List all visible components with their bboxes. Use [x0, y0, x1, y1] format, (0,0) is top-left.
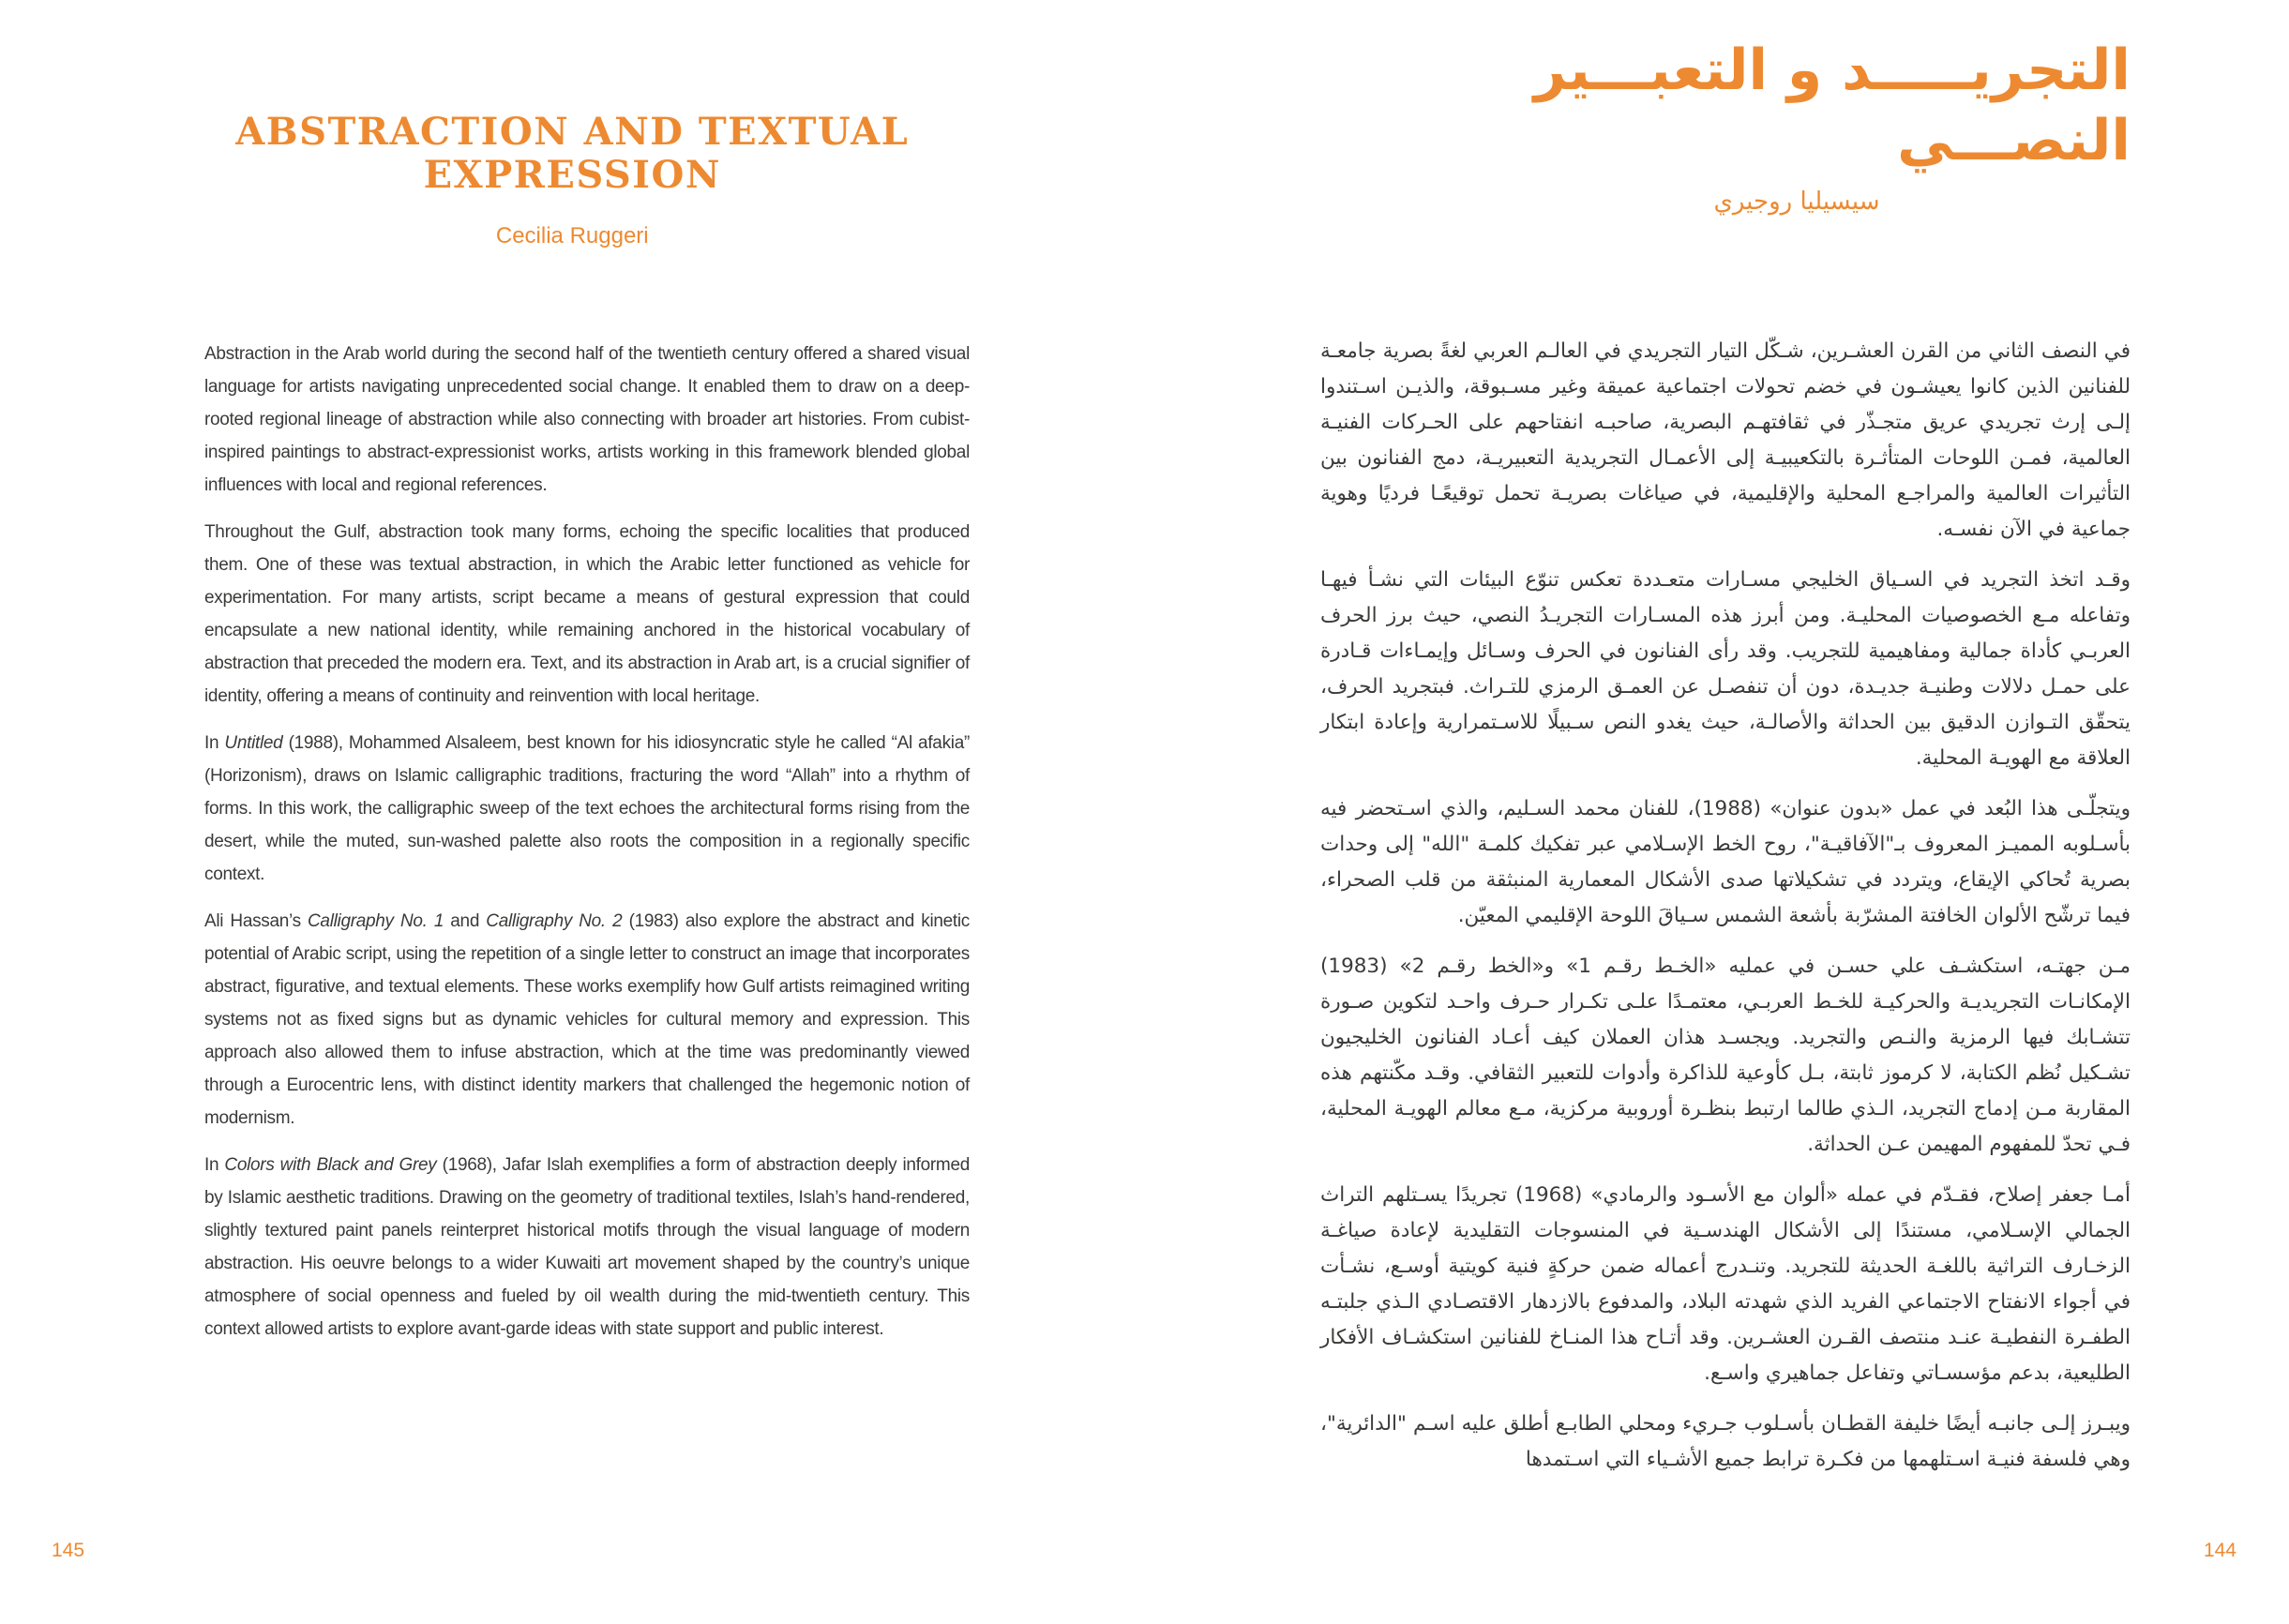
- page-number-left: 145: [52, 1540, 85, 1561]
- arabic-body: [1320, 334, 2131, 1493]
- page-title-english: ABSTRACTION AND TEXTUAL EXPRESSION: [235, 110, 910, 197]
- paragraph: [1320, 949, 2131, 1163]
- author-name-arabic: سيسيليا روجيري: [1713, 188, 1880, 216]
- paragraph: [1320, 1178, 2131, 1391]
- paragraph: [204, 905, 970, 1135]
- paragraph: [1320, 791, 2131, 934]
- text-run: Throughout the Gulf, abstraction took many forms, echoing the specific localities that produced them. One of these was textual abstraction, in which the Arabic letter functioned as vehicle for experimentation. For many artists, script became a means of gestural expression that could encapsulate a new national identity, while remaining anchored in the historical vocabulary of abstraction that preceded the modern era. Text, and its abstraction in Arab art, is a crucial signifier of identity, offering a means of continuity and reinvention with local heritage.: [204, 522, 970, 706]
- text-run: في النصف الثاني من القرن العشـرين، شـكّل التيار التجريدي في العالـم العربي لغةً بصرية جامعـة للفنانين الذين كانوا يعيشـون في خضم تحولات اجتماعية عميقة وغير مسـبوقة، والذيـن اسـتندوا إلـى إرث تجريدي عريق متجـذّر في ثقافتهـم البصرية، صاحبـه انفتاحهم على الحـركات الفنيـة العالمية، فمـن اللوحات المتأثـرة بالتكعيبيـة إلى الأعمـال التجريدية التعبيريـة، دمج الفنانون بين التأثيرات العالمية والمراجـع المحلية والإقليمية، في صياغات بصريـة تحمل توقيعًـا فرديًا وهوية جماعية في الآن نفسـه.: [1320, 339, 2131, 541]
- paragraph: [204, 338, 970, 502]
- arabic-title-block: [1463, 36, 2131, 216]
- text-run: and: [444, 911, 487, 931]
- paragraph: [204, 516, 970, 713]
- text-run: مـن جهتـه، استكشـف علي حسـن في عمليه «الخـط رقـم 1» و«الخط رقـم 2» (1983) الإمكانـات التجريديـة والحركيـة للخـط العربـي، معتمـدًا علـى تكـرار حـرف واحـد لتكوين صـورة تتشـابك فيها الرمزية والنـص والتجريد. ويجسـد هذان العملان كيف أعـاد الفنانون الخليجيون تشـكيل نُظم الكتابة، لا كرموز ثابتة، بـل كأوعية للذاكرة وأدوات للتعبير الثقافي. وقـد مكّنتهم هذه المقاربة مـن إدماج التجريد، الـذي طالما ارتبط بنظـرة أوروبية مركزية، مـع معالم الهويـة المحلية، فـي تحدّ للمفهوم المهيمن عـن الحداثة.: [1320, 955, 2131, 1156]
- text-run: Ali Hassan’s: [204, 911, 309, 931]
- paragraph: [1320, 1406, 2131, 1478]
- artwork-title-italic: Untitled: [224, 733, 283, 753]
- english-body: [204, 338, 970, 1360]
- paragraph: [1320, 334, 2131, 548]
- paragraph: [1320, 563, 2131, 776]
- artwork-title-italic: Calligraphy No. 2: [486, 911, 623, 931]
- paragraph: [204, 1149, 970, 1346]
- artwork-title-italic: Calligraphy No. 1: [308, 911, 444, 931]
- text-run: وقـد اتخذ التجريد في السـياق الخليجي مسـارات متعـددة تعكس تنوّع البيئات التي نشـأ فيهـا وتفاعله مـع الخصوصيات المحليـة. ومن أبرز هذه المسـارات التجريـدُ النصي، حيث برز الحرف العربـي كأداة جمالية ومفاهيمية للتجريب. وقد رأى الفنانون في الحرف وسـائل وإيمـاءات قـادرة على حمـل دلالات وطنيـة جديـدة، دون أن تنفصـل عن العمـق الرمزي للتـراث. فبتجريد الحرف، يتحقّق التـوازن الدقيق بين الحداثة والأصالـة، حيث يغدو النص سـبيلًا للاسـتمرارية وإعادة ابتكار العلاقة مع الهويـة المحلية.: [1320, 568, 2131, 770]
- text-run: (1983) also explore the abstract and kinetic potential of Arabic script, using the repetition of a single letter to construct an image that incorporates abstract, figurative, and textual elements. These works exemplify how Gulf artists reimagined writing systems not as fixed signs but as dynamic vehicles for cultural memory and expression. This approach also allowed them to infuse abstraction, which at the time was predominantly viewed through a Eurocentric lens, with distinct identity markers that challenged the hegemonic notion of modernism.: [204, 911, 970, 1128]
- text-run: (1968), Jafar Islah exemplifies a form of abstraction deeply informed by Islamic aesthetic traditions. Drawing on the geometry of traditional textiles, Islah’s hand-rendered, slightly textured paint panels reinterpret historical motifs through the visual language of modern abstraction. His oeuvre belongs to a wider Kuwaiti art movement shaped by the country’s unique atmosphere of social openness and fueled by oil wealth during the mid-twentieth century. This context allowed artists to explore avant-garde ideas with state support and public interest.: [204, 1155, 970, 1339]
- text-run: ويتجلّـى هذا البُعد في عمل «بدون عنوان» (1988)، للفنان محمد السـليم، والذي اسـتحضر فيه بأسـلوبه المميـز المعروف بـ"الآفاقيـة"، روح الخط الإسـلامي عبر تفكيك كلمـة "الله" إلى وحدات بصرية تُحاكي الإيقاع، ويتردد في تشكيلاتها صدى الأشكال المعمارية المنبثقة من قلب الصحراء، فيما ترشّح الألوان الخافتة المشرّبة بأشعة الشمس سـياقَ اللوحة الإقليمي المعيّن.: [1320, 797, 2131, 927]
- text-run: In: [204, 733, 225, 753]
- author-name-english: Cecilia Ruggeri: [495, 223, 649, 248]
- artwork-title-italic: Colors with Black and Grey: [224, 1155, 437, 1175]
- paragraph: [204, 727, 970, 891]
- english-title-block: [0, 111, 1145, 249]
- page-number-right: 144: [2203, 1540, 2236, 1561]
- text-run: Abstraction in the Arab world during the second half of the twentieth century offered a shared visual language for artists navigating unprecedented social change. It enabled them to draw on a deep-rooted regional lineage of abstraction while also connecting with broader art histories. From cubist-inspired paintings to abstract-expressionist works, artists working in this framework blended global influences with local and regional references.: [204, 344, 970, 495]
- text-run: (1988), Mohammed Alsaleem, best known for his idiosyncratic style he called “Al afakia” (Horizonism), draws on Islamic calligraphic traditions, fracturing the word “Allah” into a rhythm of forms. In this work, the calligraphic sweep of the text echoes the architectural forms rising from the desert, while the muted, sun-washed palette also roots the composition in a regionally specific context.: [204, 733, 970, 884]
- right-page-arabic: [1145, 0, 2289, 1624]
- text-run: In: [204, 1155, 225, 1175]
- page-title-arabic: التجريـــــد و التعبـــير النصـــي: [1533, 38, 2131, 173]
- text-run: أمـا جعفر إصلاح، فقـدّم في عمله «ألوان مع الأسـود والرمادي» (1968) تجريدًا يسـتلهم التراث الجمالي الإسـلامي، مستندًا إلى الأشكال الهندسـية في المنسوجات التقليدية لإعادة صياغـة الزخـارف التراثية باللغـة الحديثة للتجريد. وتنـدرج أعماله ضمن حركةٍ فنية كويتية أوسـع، نشـأت في أجواء الانفتاح الاجتماعي الفريد الذي شهدته البلاد، والمدفوع بالازدهار الاقتصـادي الـذي جلبتـه الطفـرة النفطيـة عنـد منتصف القـرن العشـرين. وقد أتـاح هذا المنـاخ للفنانين استكشـاف الأفكار الطليعية، بدعم مؤسسـاتي وتفاعل جماهيري واسـع.: [1320, 1183, 2131, 1385]
- text-run: ويبـرز إلـى جانبـه أيضًا خليفة القطـان بأسـلوب جـريء ومحلي الطابـع أطلق عليه اسـم "الدائرية"، وهي فلسفة فنيـة اسـتلهمها من فكـرة ترابط جميع الأشـياء التي اسـتمدها: [1320, 1412, 2131, 1471]
